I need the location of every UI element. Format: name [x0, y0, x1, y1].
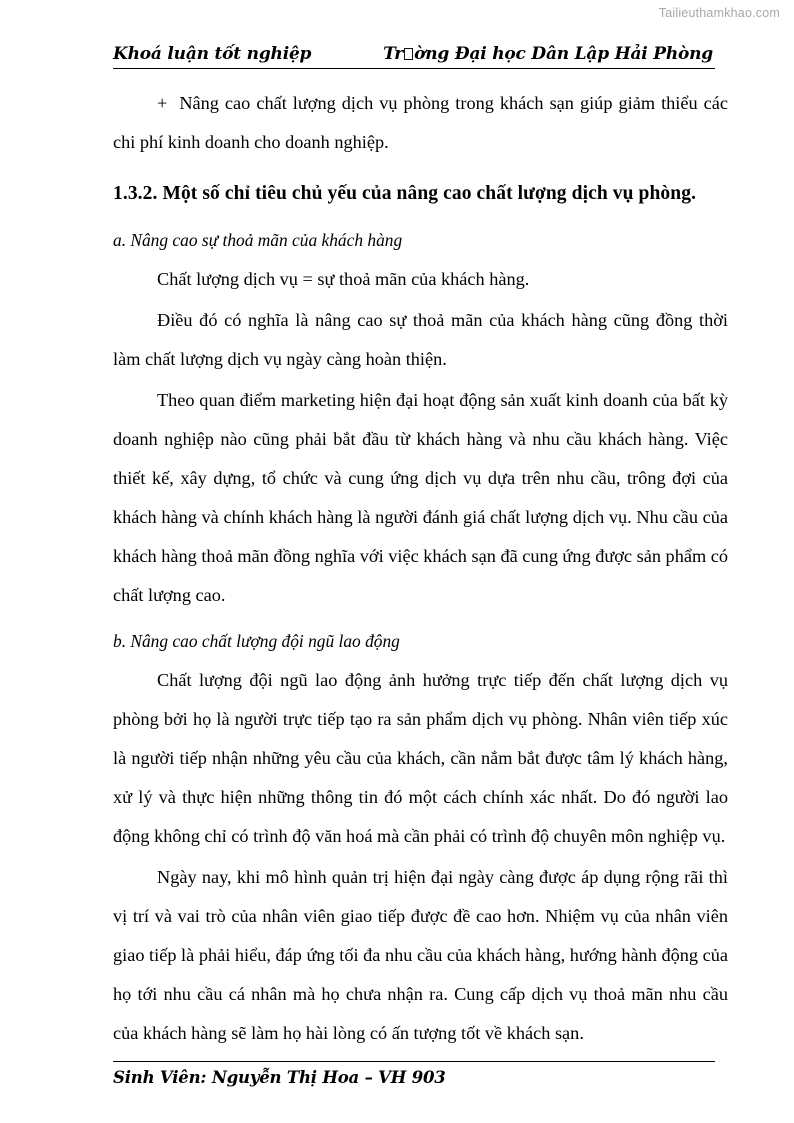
- paragraph-5: Ngày nay, khi mô hình quản trị hiện đại ngày càng được áp dụng rộng rãi thì vị trí và vai trò của nhân viên giao tiếp được đề cao hơn. Nhiệm vụ của nhân viên giao tiếp là phải hiểu, đáp ứng tối đa nhu cầu của khách hàng, hướng hành động của họ tới nhu cầu cá nhân mà họ chưa nhận ra. Cung cấp dịch vụ thoả mãn nhu cầu của khách hàng sẽ làm họ hài lòng có ấn tượng tốt về khách sạn.: [113, 867, 728, 1043]
- running-footer: [113, 1061, 715, 1087]
- header-left-title: Khoá luận tốt nghiệp: [113, 44, 312, 64]
- bullet-paragraph-text: Nâng cao chất lượng dịch vụ phòng trong khách sạn giúp giảm thiểu các chi phí kinh doanh cho doanh nghiệp.: [113, 93, 728, 152]
- paragraph-4: Chất lượng đội ngũ lao động ảnh hưởng trực tiếp đến chất lượng dịch vụ phòng bởi họ là người trực tiếp tạo ra sản phẩm dịch vụ phòng. Nhân viên tiếp xúc là người tiếp nhận những yêu cầu của khách, cần nắm bắt được tâm lý khách hàng, xử lý và thực hiện những thông tin đó một cách chính xác nhất. Do đó người lao động không chỉ có trình độ văn hoá mà cần phải có trình độ chuyên môn nghiệp vụ.: [113, 670, 728, 846]
- bullet-marker: +: [157, 93, 168, 113]
- header-right-title: [383, 44, 713, 64]
- footer-student-line: Sinh Viên: Nguyễn Thị Hoa – VH 903: [113, 1068, 446, 1087]
- bullet-paragraph: [113, 84, 728, 162]
- sub-heading-a: a. Nâng cao sự thoả mãn của khách hàng: [113, 230, 403, 250]
- header-right-suffix: ờng Đại học Dân Lập Hải Phòng: [414, 44, 713, 64]
- running-header: [113, 44, 715, 69]
- missing-glyph-box: [404, 48, 413, 60]
- paragraph-2: Điều đó có nghĩa là nâng cao sự thoả mãn của khách hàng cũng đồng thời làm chất lượng dịch vụ ngày càng hoàn thiện.: [113, 310, 728, 369]
- paragraph-1: Chất lượng dịch vụ = sự thoả mãn của khách hàng.: [157, 269, 530, 289]
- section-heading-132: 1.3.2. Một số chỉ tiêu chủ yếu của nâng cao chất lượng dịch vụ phòng.: [113, 183, 697, 204]
- watermark-label: Tailieuthamkhao.com: [658, 6, 780, 20]
- header-right-prefix: Tr: [383, 44, 404, 64]
- sub-heading-b: b. Nâng cao chất lượng đội ngũ lao động: [113, 631, 400, 651]
- paragraph-3: Theo quan điểm marketing hiện đại hoạt động sản xuất kinh doanh của bất kỳ doanh nghiệp nào cũng phải bắt đầu từ khách hàng và nhu cầu khách hàng. Việc thiết kế, xây dựng, tổ chức và cung ứng dịch vụ dựa trên nhu cầu, trông đợi của khách hàng và chính khách hàng là người đánh giá chất lượng dịch vụ. Nhu cầu của khách hàng thoả mãn đồng nghĩa với việc khách sạn đã cung ứng được sản phẩm có chất lượng cao.: [113, 390, 728, 605]
- document-body: [113, 84, 728, 1055]
